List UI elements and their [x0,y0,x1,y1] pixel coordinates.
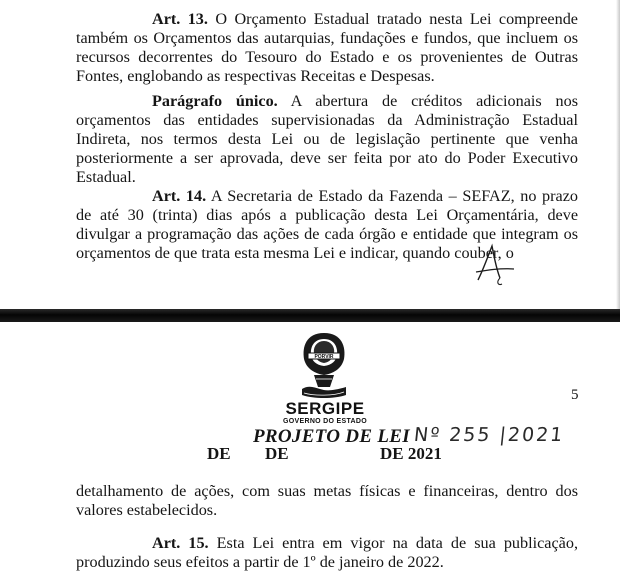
article-15-paragraph [76,534,578,572]
article-15-text: Esta Lei entra em vigor na data de sua publicação, produzindo seus efeitos a partir de 1º de janeiro de 2022. [76,534,578,571]
bill-title: PROJETO DE LEI [253,426,410,447]
sergipe-coat-of-arms-icon [298,331,350,403]
document-page-bottom [0,322,620,587]
sole-paragraph-label: Parágrafo único. [152,92,278,110]
page-number: 5 [571,387,579,403]
article-13-label: Art. 13. [152,10,208,28]
state-name-logo: SERGIPE [285,399,365,418]
emblem-banner-text: PORVIR [314,354,334,360]
sole-paragraph-text: A abertura de créditos adicionais nos orçamentos das entidades supervisionadas da Administração Estadual Indireta, nos termos desta Lei ou de legislação pertinente que venha posteriormente a ser aprovada, deve ser feita por ato do Poder Executivo Estadual. [76,92,578,186]
government-name-logo: GOVERNO DO ESTADO [283,418,367,425]
date-line-month: DE [265,444,289,463]
article-14-label: Art. 14. [152,187,207,205]
article-14-text: A Secretaria de Estado da Fazenda – SEFAZ, no prazo de até 30 (trinta) dias após a publicação desta Lei Orçamentária, deve divulgar a programação das ações de cada órgão e entidade que integram os orçamentos de que trata esta mesma Lei e indicar, quando couber, o [76,187,579,262]
date-line-day: DE [207,444,231,463]
scan-page-edge [616,0,620,309]
article-13-text: O Orçamento Estadual tratado nesta Lei compreende também os Orçamentos das autarquias, fundações e fundos, que incluem os recursos decorrentes do Tesouro do Estado e os provenientes de Outras Fontes, englobando as respectivas Receitas e Despesas. [76,10,578,85]
continuation-paragraph [76,482,578,520]
page-separator [0,309,620,322]
continuation-text: detalhamento de ações, com suas metas físicas e financeiras, dentro dos valores estabelecidos. [76,482,578,519]
sole-paragraph [76,92,578,187]
handwritten-bill-number: Nº 255 |2021 [412,424,566,446]
date-line-year: DE 2021 [380,444,442,463]
article-13-paragraph [76,10,578,86]
article-15-label: Art. 15. [152,534,209,552]
handwritten-initial-signature [470,242,522,287]
